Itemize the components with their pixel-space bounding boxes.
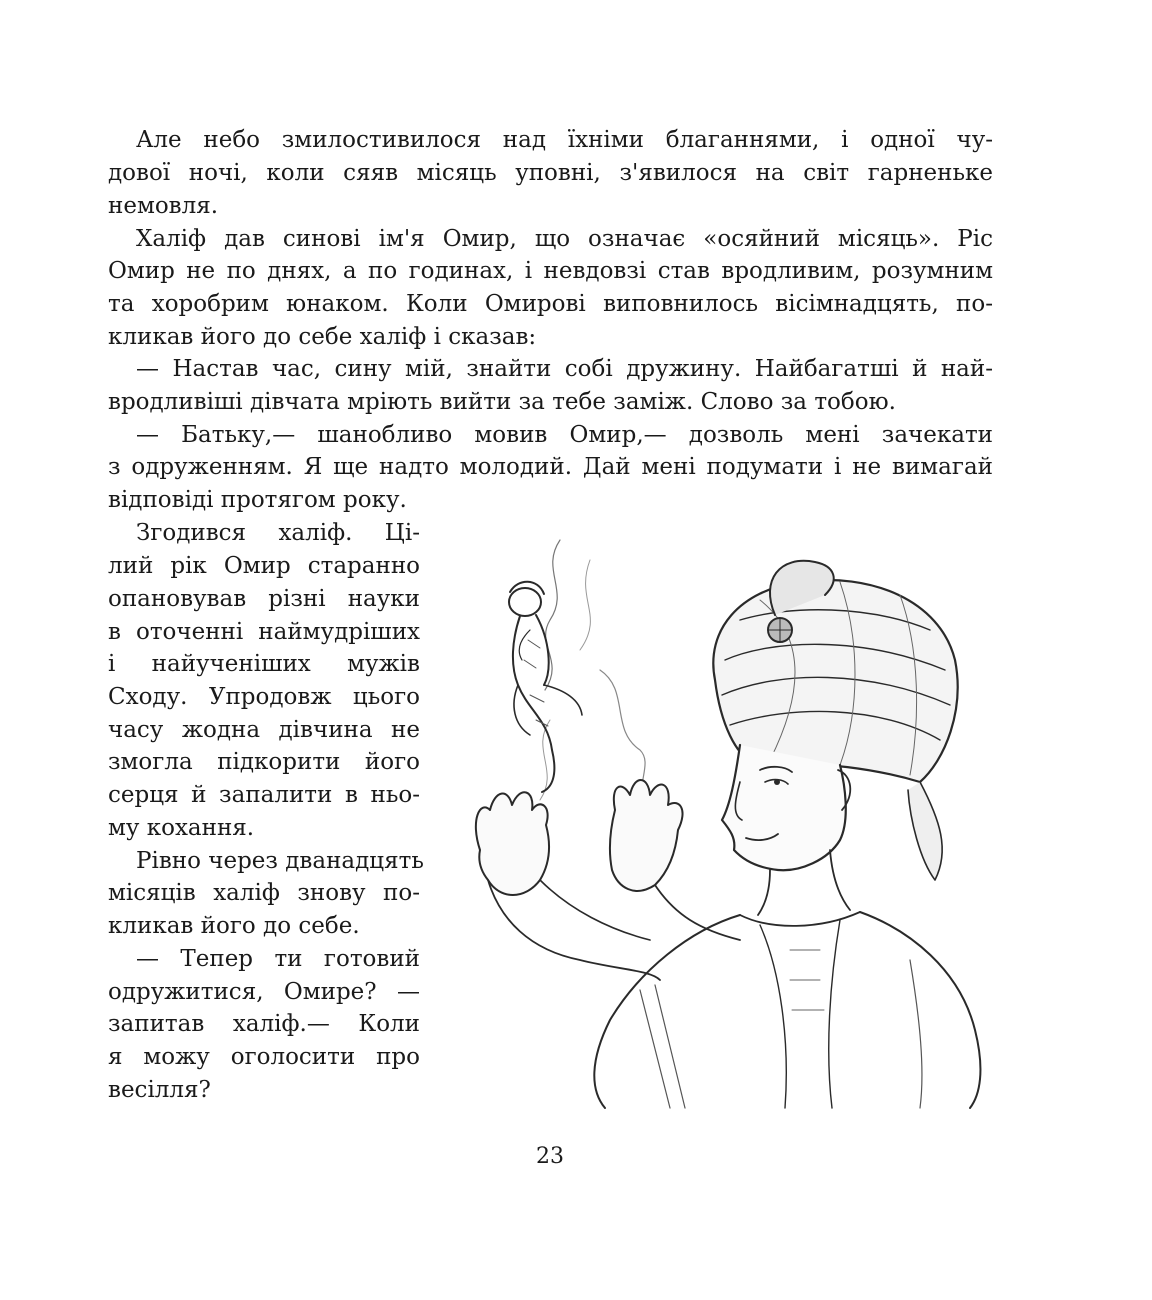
text-line: і найученіших мужів <box>108 651 420 677</box>
text-line: Сходу. Упродовж цього <box>108 684 420 710</box>
text-line: дової ночі, коли сяяв місяць уповні, з'явилося на світ гарненьке <box>108 160 993 186</box>
text-line: я можу оголосити про <box>108 1044 420 1070</box>
text-line: місяців халіф знову по- <box>108 880 420 906</box>
page-number: 23 <box>536 1144 564 1169</box>
text-line: му кохання. <box>108 815 255 841</box>
text-line: немовля. <box>108 193 219 219</box>
text-line: та хоробрим юнаком. Коли Омирові виповнилось вісімнадцять, по- <box>108 291 993 317</box>
text-line: Рівно через дванадцять <box>136 848 424 874</box>
text-line: одружитися, Омире? — <box>108 979 420 1005</box>
text-line: Згодився халіф. Ці- <box>136 520 420 546</box>
text-line: часу жодна дівчина не <box>108 717 420 743</box>
text-line: — Батьку,— шанобливо мовив Омир,— дозволь мені зачекати <box>136 422 993 448</box>
text-line: Але небо змилостивилося над їхніми благаннями, і одної чу- <box>136 127 993 153</box>
text-line: вродливіші дівчата мріють вийти за тебе заміж. Слово за тобою. <box>108 389 896 415</box>
text-line: лий рік Омир старанно <box>108 553 420 579</box>
text-line: відповіді протягом року. <box>108 487 407 513</box>
text-line: кликав його до себе халіф і сказав: <box>108 324 537 350</box>
text-line: запитав халіф.— Коли <box>108 1011 420 1037</box>
text-line: в оточенні наймудріших <box>108 619 420 645</box>
text-line: кликав його до себе. <box>108 913 360 939</box>
text-line: серця й запалити в ньо- <box>108 782 420 808</box>
text-line: змогла підкорити його <box>108 749 420 775</box>
illustration-turbaned-youth-with-genie <box>440 520 1000 1110</box>
text-line: Омир не по днях, а по годинах, і невдовзі став вродливим, розумним <box>108 258 993 284</box>
text-line: — Настав час, сину мій, знайти собі дружину. Найбагатші й най- <box>136 356 993 382</box>
text-line: Халіф дав синові ім'я Омир, що означає «осяйний місяць». Ріс <box>136 226 993 252</box>
text-line: опановував різні науки <box>108 586 420 612</box>
text-line: з одруженням. Я ще надто молодий. Дай мені подумати і не вимагай <box>108 454 993 480</box>
text-line: — Тепер ти готовий <box>136 946 420 972</box>
text-line: весілля? <box>108 1077 211 1103</box>
